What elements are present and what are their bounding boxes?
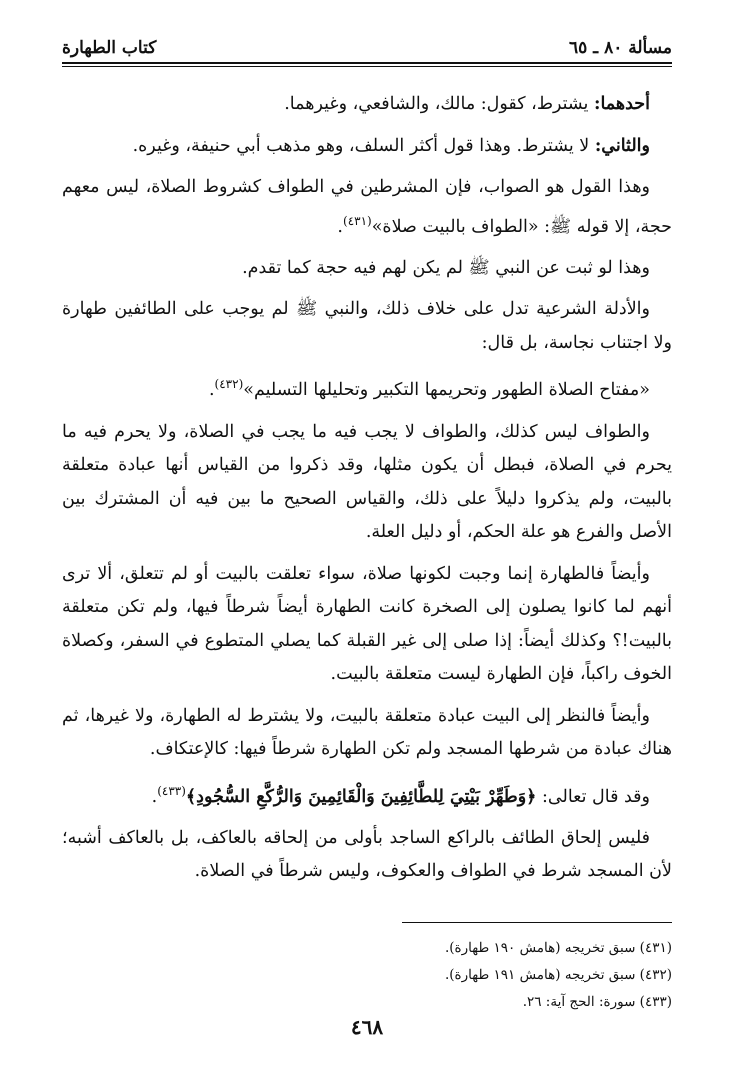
- page-number: ٤٦٨: [350, 1015, 384, 1039]
- paragraph: [62, 252, 672, 286]
- paragraph-tail: .: [151, 786, 158, 807]
- paragraph-tail: .: [337, 216, 343, 237]
- main-text: [62, 88, 672, 897]
- paragraph-text: وأيضاً فالطهارة إنما وجبت لكونها صلاة، سواء تعلقت بالبيت أو لم تتعلق، ألا ترى أنهم لما كانوا يصلون إلى الصخرة كانت الطهارة أيضاً شرطاً فيها، ولم تكن متعلقة بالبيت!؟ وكذلك أيضاً: إذا صلى إلى غير القبلة كما يصلي المتطوع في السفر، وكصلاة الخوف راكباً، فإن الطهارة ليست متعلقة بالبيت.: [62, 563, 672, 685]
- paragraph: [62, 700, 672, 767]
- paragraph-lead: والثاني:: [594, 135, 650, 156]
- paragraph-text: وأيضاً فالنظر إلى البيت عبادة متعلقة بالبيت، ولا يشترط له الطهارة، ولا غيرها، ثم هناك عبادة من شرطها المسجد ولم تكن الطهارة شرطاً فيها: كالإعتكاف.: [62, 705, 672, 760]
- paragraph-text: والطواف ليس كذلك، والطواف لا يجب فيه ما يجب في الصلاة، ولا يحرم فيه ما يحرم في الصلاة، فبطل أن يكون مثلها، وقد ذكروا من القياس أنها عبادة متعلقة بالبيت، ولم يذكروا دليلاً على ذلك، والقياس الصحيح ما بين فيه أن المشترك بين الأصل والفرع هو علة الحكم، أو دليل العلة.: [62, 421, 672, 543]
- paragraph-text: «مفتاح الصلاة الطهور وتحريمها التكبير وتحليلها التسليم»: [243, 380, 650, 401]
- paragraph: [62, 558, 672, 692]
- running-header: [62, 30, 672, 58]
- paragraph-text: فليس إلحاق الطائف بالراكع الساجد بأولى من إلحاقه بالعاكف، بل بالعاكف أشبه؛ لأن المسجد شرط في الطواف والعكوف، وليس شرطاً في الصلاة.: [62, 827, 672, 882]
- paragraph-tail: .: [208, 380, 215, 401]
- paragraph-text: لا يشترط. وهذا قول أكثر السلف، وهو مذهب أبي حنيفة، وغيره.: [132, 135, 595, 156]
- quran-verse: ﴿وَطَهِّرْ بَيْتِيَ لِلطَّائِفِينَ وَالْقَائِمِينَ وَالرُّكَّعِ السُّجُودِ﴾: [185, 786, 537, 807]
- paragraph: [62, 171, 672, 244]
- paragraph-lead: أحدهما:: [593, 94, 650, 114]
- header-rule: [62, 62, 672, 64]
- footnotes: [62, 935, 672, 1016]
- footnote-ref: (٤٣١): [343, 213, 372, 228]
- header-issue-range: مسألة ٨٠ ـ ٦٥: [568, 38, 672, 58]
- header-rule-thin: [62, 66, 672, 67]
- paragraph: [62, 88, 672, 122]
- footnote-ref: (٤٣٣): [157, 783, 186, 798]
- paragraph: [62, 130, 672, 164]
- paragraph: [62, 775, 672, 814]
- footnote: (٤٣١) سبق تخريجه (هامش ١٩٠ طهارة).: [445, 940, 672, 956]
- paragraph-text: وهذا القول هو الصواب، فإن المشرطين في الطواف كشروط الصلاة، ليس معهم حجة، إلا قوله ﷺ: «الطواف بالبيت صلاة»: [62, 177, 672, 237]
- footnote-rule: [402, 922, 672, 923]
- paragraph: [62, 293, 672, 360]
- paragraph-text: وهذا لو ثبت عن النبي ﷺ لم يكن لهم فيه حجة كما تقدم.: [242, 257, 650, 278]
- footnote-ref: (٤٣٢): [214, 377, 244, 392]
- paragraph-text: يشترط، كقول: مالك، والشافعي، وغيرهما.: [284, 94, 594, 114]
- paragraph-text: وقد قال تعالى:: [536, 786, 650, 807]
- book-page: [62, 30, 672, 1070]
- paragraph: [62, 368, 672, 407]
- paragraph-text: والأدلة الشرعية تدل على خلاف ذلك، والنبي ﷺ لم يوجب على الطائفين طهارة ولا اجتناب نجاسة، بل قال:: [62, 299, 672, 353]
- paragraph: [62, 416, 672, 550]
- footnote: (٤٣٢) سبق تخريجه (هامش ١٩١ طهارة).: [445, 967, 672, 983]
- paragraph: [62, 822, 672, 889]
- header-book-title: كتاب الطهارة: [62, 38, 157, 58]
- footnote: (٤٣٣) سورة: الحج آية: ٢٦.: [522, 994, 672, 1010]
